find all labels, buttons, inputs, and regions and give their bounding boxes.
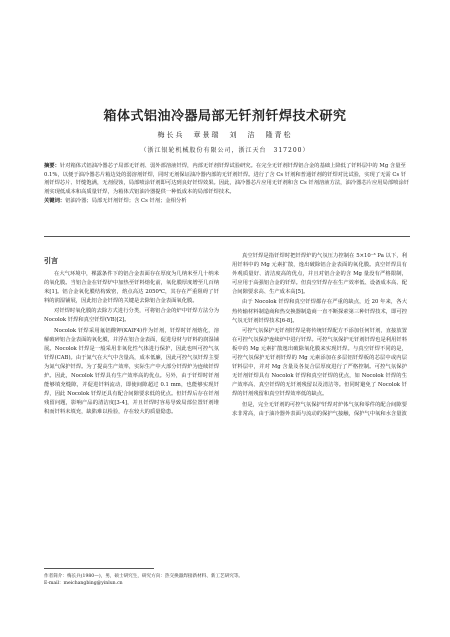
- right-column: [232, 252, 407, 420]
- keywords-label: 关键词：: [44, 198, 66, 205]
- author-bio: 作者简介：梅长兵(1980—)，男，硕士研究生，研究方向：热交换器焊接新材料、新工艺研究等。: [44, 574, 244, 579]
- keywords: [44, 197, 410, 206]
- left-column: [44, 270, 219, 419]
- paragraph: 但是，完全无钎剂的可控气氛保护钎焊对炉体气氛和零件的配合间隙要求非常高，由于油冷器外表面与流动的保护气接触，保护气中氧和水含量波: [232, 401, 407, 417]
- paragraph: 在大气环境中，裸露条件下的铝合金表面存在厚度为几纳米至几十纳米的氧化膜。当铝合金在钎焊炉中加热至钎料熔化前，氧化膜厚度增至几百纳米[1]。铝合金氧化膜结构致密，熔点高达 2050℃，其存在严重阻碍了钎料的润湿铺展，因此铝合金钎焊的关键是去除铝合金表面氧化膜。: [44, 271, 219, 305]
- author-list: 梅长兵 章景瑞 刘 洁 隆青松: [157, 131, 293, 139]
- affiliation: （浙江银轮机械股份有限公司，浙江天台 317200）: [140, 147, 310, 154]
- footnote-divider: [44, 568, 154, 569]
- author-email: E-mail：meichangbing@yinlun.cn: [44, 581, 123, 586]
- abstract-label: 摘要：: [44, 163, 60, 169]
- keywords-text: 铝油冷器；局部无钎剂钎焊；含 Cs 钎剂；金相分析: [65, 198, 187, 205]
- paragraph: 对钎焊时氧化膜的去除方式进行分类，可将铝合金的炉中钎焊方法分为 Nocolok 钎焊和真空钎焊(VB)[2]。: [44, 308, 219, 324]
- paragraph: 可控气氛保护无钎剂钎焊是将传统钎焊配方不添加任何钎剂，直接放置在可控气氛保护连续炉中进行钎焊。可控气氛保护无钎剂钎焊也是利用钎料板中的 Mg 元素扩散逸出破除氧化膜来实现钎焊。与真空钎焊不同的是，可控气氛保护无钎剂钎焊的 Mg 元素添加在多层铝钎焊板的芯层中或内层钎料层中，并对 Mg 含量及各复合层厚度进行了严格控制。可控气氛保护无钎剂钎焊具有 Nocolok 钎焊和真空钎焊的优点，如 Nocolok 钎焊的生产效率高、真空钎焊的无钎剂残留以及清洁等。但同时避免了 Nocolok 钎焊的钎剂残留和真空钎焊效率低的缺点。: [232, 327, 407, 398]
- paper-title: 箱体式铝油冷器局部无钎剂钎焊技术研究: [103, 109, 347, 124]
- header-divider: [44, 236, 410, 237]
- footnote: [44, 573, 410, 587]
- abstract-text: 针对箱体式铝油冷器芯子局部无钎剂、弱外部溶液钎焊，内部无钎剂钎焊试验研究。在完全无钎剂钎焊铝合金的基础上降低了钎料层中的 Mg 含量至 0.1%，以便于油冷器芯片箱边处的弱溶剂钎焊，同时无剂保证油冷器内部的无钎剂钎焊。进行了含 Cs 钎剂和普通钎剂的钎焊对比试验，实现了无需 Cs 钎剂钎焊芯片、钎缝饱满，无剂侵蚀，局部喷涂钎剂即可达到良好钎焊效果。因此，油冷器芯片应用无钎剂和含 Cs 钎剂溶液方法，油冷器芯片应用局部喷涂钎剂实现低成本和高质量钎焊，为箱体式铝油冷器提供一种低成本的局部钎焊技术。: [44, 163, 410, 195]
- paragraph: Nocolok 钎焊采用氟铝酸钾(KAlF4)作为钎剂，钎焊时钎剂熔化，溶解破碎铝合金表面的氧化膜，并浮在铝合金表面，促进母材与钎料的润湿铺展。Nocolok 钎焊是一般采用非氧化性气体进行保护，因此也叫可控气氛钎焊(CAB)。由于氮气在大气中含量高，成本低廉，因此可控气氛钎焊主要为氮气保护钎焊。为了提高生产效率，实际生产中大部分钎焊炉为连续钎焊炉。因此，Nocolok 钎焊具有生产效率高的优点。另外，由于钎焊时钎剂能够填充缝隙，并促进钎料流动，即使间隙超过 0.1 mm，也能够实现钎焊，因此 Nocolok 钎焊还具有配合间隙要求低的优点。但钎焊后存在钎剂残留问题，影响产品的清洁度[3-4]，并且钎焊时容易导致局部位置钎剂堆积而钎料未填充，缺陷难以检验，存在较大的质量隐患。: [44, 327, 219, 416]
- paragraph: 由于 Nocolok 钎焊和真空钎焊都存在严重的缺点，近 20 年来，各大热传输材料制造商和热交换器制造商一直不断探索第三种钎焊技术，即可控气氛无钎剂钎焊技术[6-8]。: [232, 299, 407, 324]
- paragraph: 真空钎焊是指钎焊时把钎焊炉的气氛压力控制在 5×10⁻³ Pa 以下，利用钎料中的 Mg 元素扩散，逸出破除铝合金表面的氧化膜。真空钎焊具有外观质量好、清洁度高的优点，并且对铝合金的含 Mg 量没有严格限制，可应用于高强铝合金的钎焊。但真空钎焊存在生产效率低、设备成本高、配合间隙要求高、生产成本高[5]。: [232, 253, 407, 296]
- section-heading-intro: 引言: [44, 257, 58, 265]
- abstract-block: [44, 162, 410, 206]
